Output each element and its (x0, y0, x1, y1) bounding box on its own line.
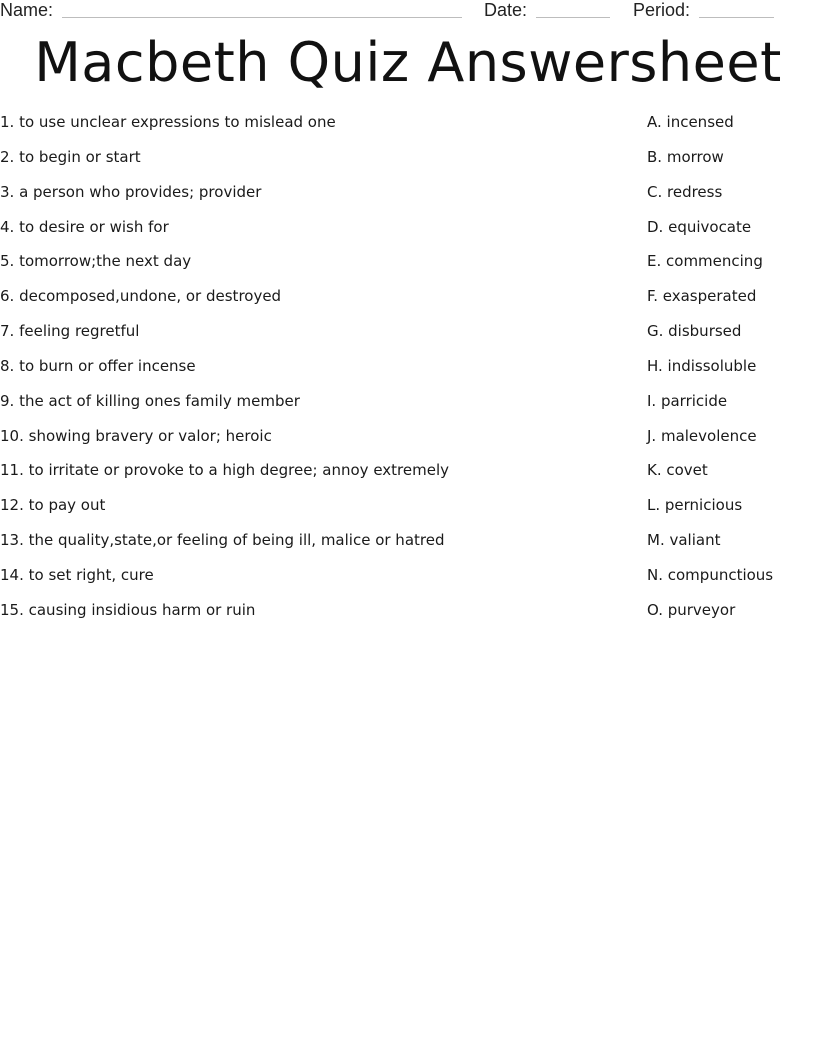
answer-option: I. parricide (647, 391, 728, 410)
date-blank-line (536, 17, 610, 18)
answer-option: H. indissoluble (647, 356, 757, 375)
clue-item: 15. causing insidious harm or ruin (0, 600, 256, 619)
clue-item: 9. the act of killing ones family member (0, 391, 300, 410)
answer-option: C. redress (647, 182, 723, 201)
name-blank-line (62, 17, 462, 18)
page-title: Macbeth Quiz Answersheet (34, 31, 782, 94)
period-blank-line (699, 17, 774, 18)
clue-item: 11. to irritate or provoke to a high degree; annoy extremely (0, 461, 450, 480)
answer-option: D. equivocate (647, 217, 752, 236)
clue-item: 3. a person who provides; provider (0, 182, 262, 201)
date-label: Date: (484, 0, 528, 20)
name-label: Name: (0, 0, 54, 20)
worksheet-header (0, 0, 816, 24)
answer-option: B. morrow (647, 147, 724, 166)
clue-list (0, 111, 600, 634)
answer-option: K. covet (647, 461, 708, 480)
clue-item: 1. to use unclear expressions to mislead one (0, 113, 336, 131)
answer-option: N. compunctious (647, 565, 774, 584)
answer-option: G. disbursed (647, 322, 742, 341)
answer-bank (647, 111, 815, 634)
clue-item: 6. decomposed,undone, or destroyed (0, 287, 282, 306)
answer-option: A. incensed (647, 113, 734, 131)
clue-item: 13. the quality,state,or feeling of being ill, malice or hatred (0, 531, 445, 550)
clue-item: 4. to desire or wish for (0, 217, 169, 236)
answer-option: M. valiant (647, 531, 721, 550)
answer-option: O. purveyor (647, 600, 736, 619)
answer-option: J. malevolence (647, 426, 757, 445)
clue-item: 5. tomorrow;the next day (0, 252, 192, 271)
clue-item: 10. showing bravery or valor; heroic (0, 426, 272, 445)
period-label: Period: (633, 0, 691, 20)
answer-option: L. pernicious (647, 496, 743, 515)
clue-item: 7. feeling regretful (0, 322, 140, 341)
answer-option: E. commencing (647, 252, 763, 271)
clue-item: 14. to set right, cure (0, 565, 154, 584)
clue-item: 8. to burn or offer incense (0, 356, 196, 375)
clue-item: 12. to pay out (0, 496, 106, 515)
answer-option: F. exasperated (647, 287, 757, 306)
clue-item: 2. to begin or start (0, 147, 141, 166)
